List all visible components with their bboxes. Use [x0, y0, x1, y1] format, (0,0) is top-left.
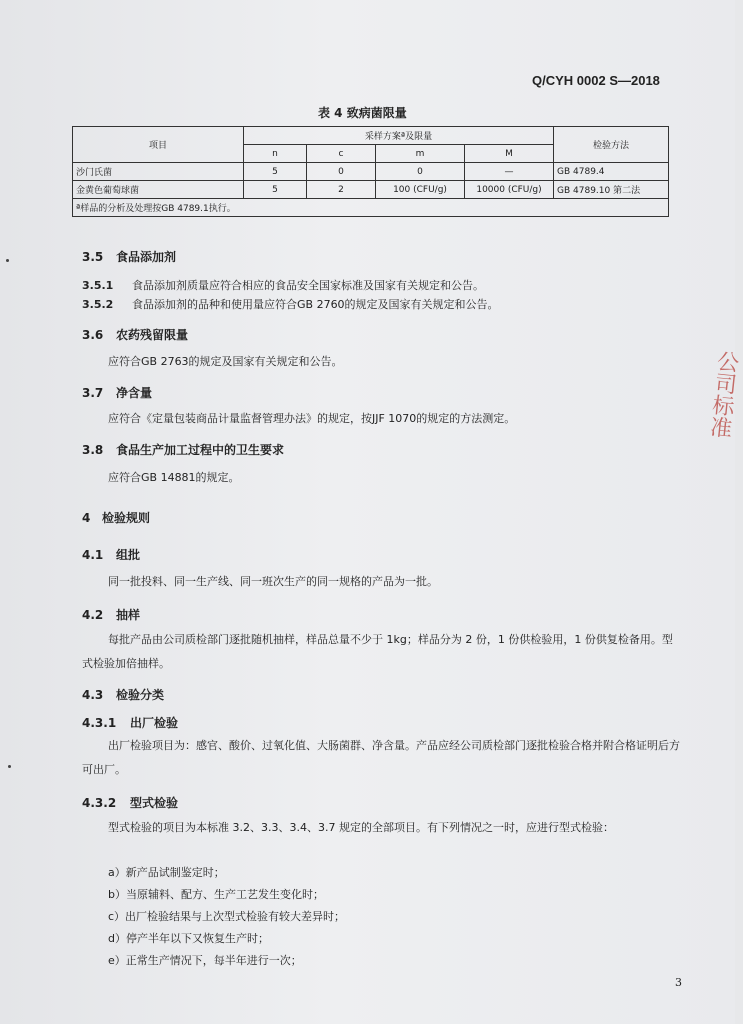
cell-n: 5 — [244, 181, 307, 199]
sub-c: c — [307, 145, 376, 163]
section-4-3-1-text: 出厂检验项目为：感官、酸价、过氧化值、大肠菌群、净含量。产品应经公司质检部门逐批检验合格并附合格证明后方可出厂。 — [82, 739, 680, 776]
table-row — [73, 163, 669, 181]
cell-M: — — [465, 163, 554, 181]
section-3-6-text: 应符合GB 2763的规定及国家有关规定和公告。 — [108, 355, 343, 368]
section-3-5-2: 3.5.2 食品添加剂的品种和使用量应符合GB 2760的规定及国家有关规定和公告。 — [82, 298, 499, 311]
cell-item: 沙门氏菌 — [73, 163, 244, 181]
cell-c: 0 — [307, 163, 376, 181]
section-3-7-heading: 3.7 净含量 — [82, 386, 153, 400]
section-3-6-heading: 3.6 农药残留限量 — [82, 328, 189, 342]
table-row — [73, 181, 669, 199]
cell-M: 10000 (CFU/g) — [465, 181, 554, 199]
cell-m: 0 — [376, 163, 465, 181]
table-title: 表 4 致病菌限量 — [318, 106, 407, 120]
sub-M: M — [465, 145, 554, 163]
red-seal-stamp: 公司标准 — [705, 349, 740, 440]
section-4-heading: 4 检验规则 — [82, 511, 151, 525]
cell-method: GB 4789.10 第二法 — [554, 181, 669, 199]
header-plan: 采样方案ª及限量 — [244, 127, 554, 145]
section-3-8-text: 应符合GB 14881的规定。 — [108, 471, 240, 484]
page-number: 3 — [675, 976, 682, 989]
header-method: 检验方法 — [554, 127, 669, 163]
cell-item: 金黄色葡萄球菌 — [73, 181, 244, 199]
section-3-7-text: 应符合《定量包装商品计量监督管理办法》的规定，按JJF 1070的规定的方法测定。 — [108, 412, 516, 425]
cell-c: 2 — [307, 181, 376, 199]
pathogen-limit-table — [72, 126, 669, 217]
list-item: a）新产品试制鉴定时； — [108, 866, 225, 879]
section-4-2-text: 每批产品由公司质检部门逐批随机抽样，样品总量不少于 1kg；样品分为 2 份，1 份供检验用，1 份供复检备用。型式检验加倍抽样。 — [82, 633, 673, 670]
cell-n: 5 — [244, 163, 307, 181]
section-4-3-1-heading: 4.3.1 出厂检验 — [82, 716, 179, 730]
scan-dot — [8, 765, 11, 768]
table-note: ª样品的分析及处理按GB 4789.1执行。 — [73, 199, 669, 217]
section-4-1-heading: 4.1 组批 — [82, 548, 141, 562]
section-4-3-2-text: 型式检验的项目为本标准 3.2、3.3、3.4、3.7 规定的全部项目。有下列情况之一时，应进行型式检验： — [108, 821, 614, 834]
sub-m: m — [376, 145, 465, 163]
list-item: e）正常生产情况下，每半年进行一次； — [108, 954, 302, 967]
list-item: b）当原辅料、配方、生产工艺发生变化时； — [108, 888, 324, 901]
header-item: 项目 — [73, 127, 244, 163]
scan-dot — [6, 259, 9, 262]
cell-method: GB 4789.4 — [554, 163, 669, 181]
section-4-2-heading: 4.2 抽样 — [82, 608, 141, 622]
sub-n: n — [244, 145, 307, 163]
list-item: d）停产半年以下又恢复生产时； — [108, 932, 269, 945]
section-3-8-heading: 3.8 食品生产加工过程中的卫生要求 — [82, 443, 285, 457]
section-4-1-text: 同一批投料、同一生产线、同一班次生产的同一规格的产品为一批。 — [108, 575, 438, 588]
list-item: c）出厂检验结果与上次型式检验有较大差异时； — [108, 910, 346, 923]
section-4-3-heading: 4.3 检验分类 — [82, 688, 165, 702]
standard-number: Q/CYH 0002 S—2018 — [532, 73, 660, 88]
section-3-5-heading: 3.5 食品添加剂 — [82, 250, 177, 264]
section-3-5-1: 3.5.1 食品添加剂质量应符合相应的食品安全国家标准及国家有关规定和公告。 — [82, 279, 484, 292]
section-4-3-2-heading: 4.3.2 型式检验 — [82, 796, 179, 810]
cell-m: 100 (CFU/g) — [376, 181, 465, 199]
